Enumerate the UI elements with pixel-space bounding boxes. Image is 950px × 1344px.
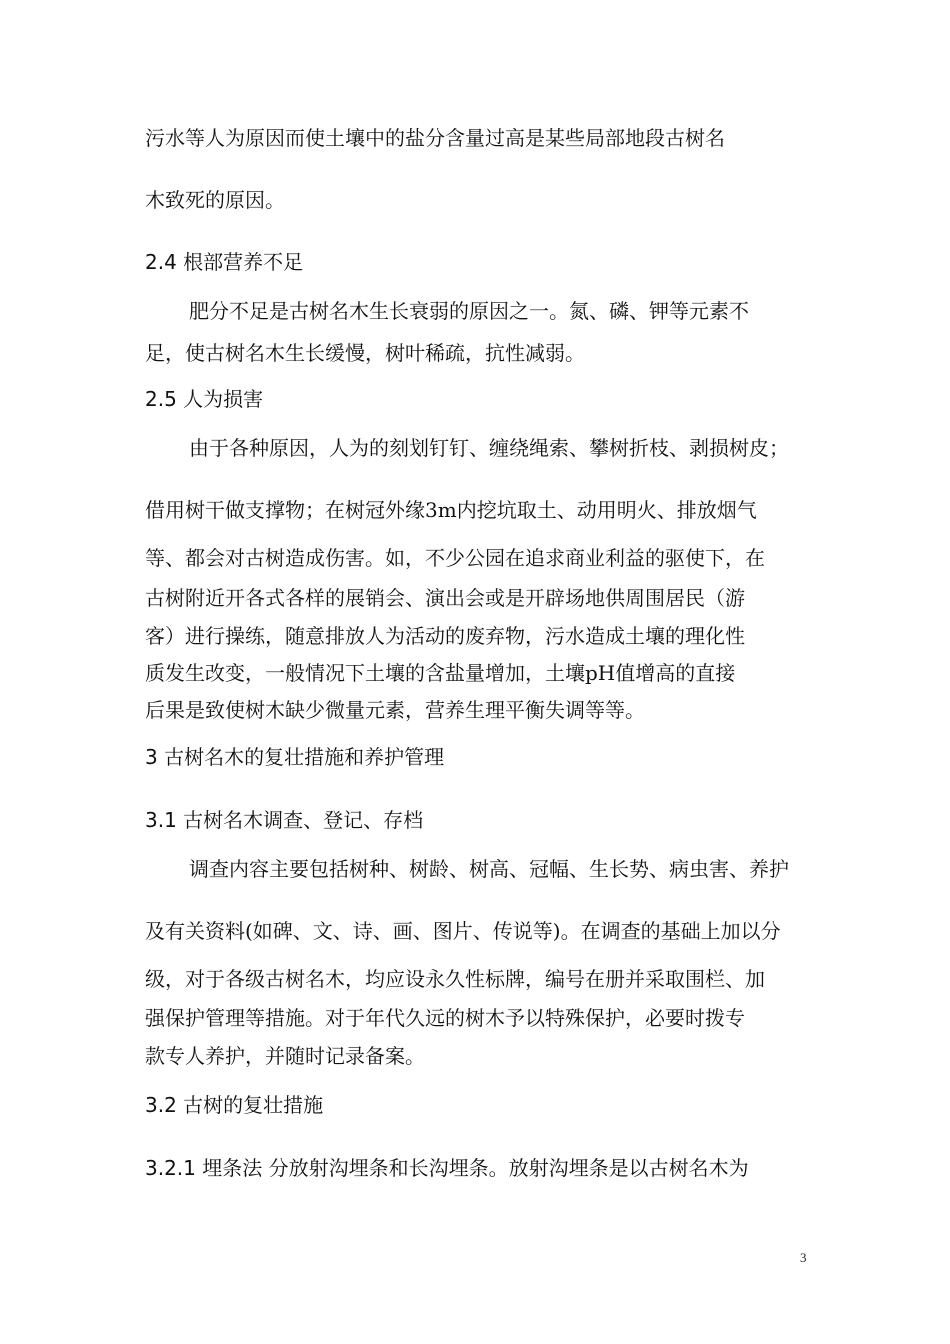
section-heading-3-2-1: 3.2.1 埋条法 分放射沟埋条和长沟埋条。放射沟埋条是以古树名木为 bbox=[145, 1156, 749, 1180]
body-text-line: 强保护管理等措施。对于年代久远的树木予以特殊保护，必要时拨专 bbox=[145, 1006, 745, 1030]
section-heading-2-4: 2.4 根部营养不足 bbox=[145, 250, 304, 274]
body-text-line: 借用树干做支撑物；在树冠外缘3m内挖坑取土、动用明火、排放烟气 bbox=[145, 498, 757, 522]
page-number: 3 bbox=[800, 1250, 807, 1265]
section-heading-2-5: 2.5 人为损害 bbox=[145, 387, 264, 411]
body-text-line: 后果是致使树木缺少微量元素，营养生理平衡失调等等。 bbox=[145, 698, 645, 722]
body-text-line: 肥分不足是古树名木生长衰弱的原因之一。氮、磷、钾等元素不 bbox=[189, 299, 749, 323]
section-heading-3-1: 3.1 古树名木调查、登记、存档 bbox=[145, 808, 424, 832]
body-text-line: 等、都会对古树造成伤害。如，不少公园在追求商业利益的驱使下，在 bbox=[145, 546, 765, 570]
body-text-line: 由于各种原因，人为的刻划钉钉、缠绕绳索、攀树折枝、剥损树皮； bbox=[189, 436, 789, 460]
body-text-line: 级，对于各级古树名木，均应设永久性标牌，编号在册并采取围栏、加 bbox=[145, 967, 765, 991]
body-text-line: 款专人养护，并随时记录备案。 bbox=[145, 1044, 425, 1068]
body-text-line: 及有关资料(如碑、文、诗、画、图片、传说等)。在调查的基础上加以分 bbox=[145, 919, 781, 943]
body-text-line: 调查内容主要包括树种、树龄、树高、冠幅、生长势、病虫害、养护 bbox=[189, 857, 789, 881]
body-text-line: 客）进行操练，随意排放人为活动的废弃物，污水造成土壤的理化性 bbox=[145, 624, 745, 648]
section-heading-3-2: 3.2 古树的复壮措施 bbox=[145, 1093, 324, 1117]
body-text-line: 质发生改变，一般情况下土壤的含盐量增加，土壤pH值增高的直接 bbox=[145, 661, 736, 685]
body-text-line: 污水等人为原因而使土壤中的盐分含量过高是某些局部地段古树名 bbox=[145, 126, 725, 150]
body-text-line: 足，使古树名木生长缓慢，树叶稀疏，抗性减弱。 bbox=[145, 341, 585, 365]
body-text-line: 木致死的原因。 bbox=[145, 188, 285, 212]
body-text-line: 古树附近开各式各样的展销会、演出会或是开辟场地供周围居民（游 bbox=[145, 586, 745, 610]
section-heading-3: 3 古树名木的复壮措施和养护管理 bbox=[145, 745, 445, 769]
